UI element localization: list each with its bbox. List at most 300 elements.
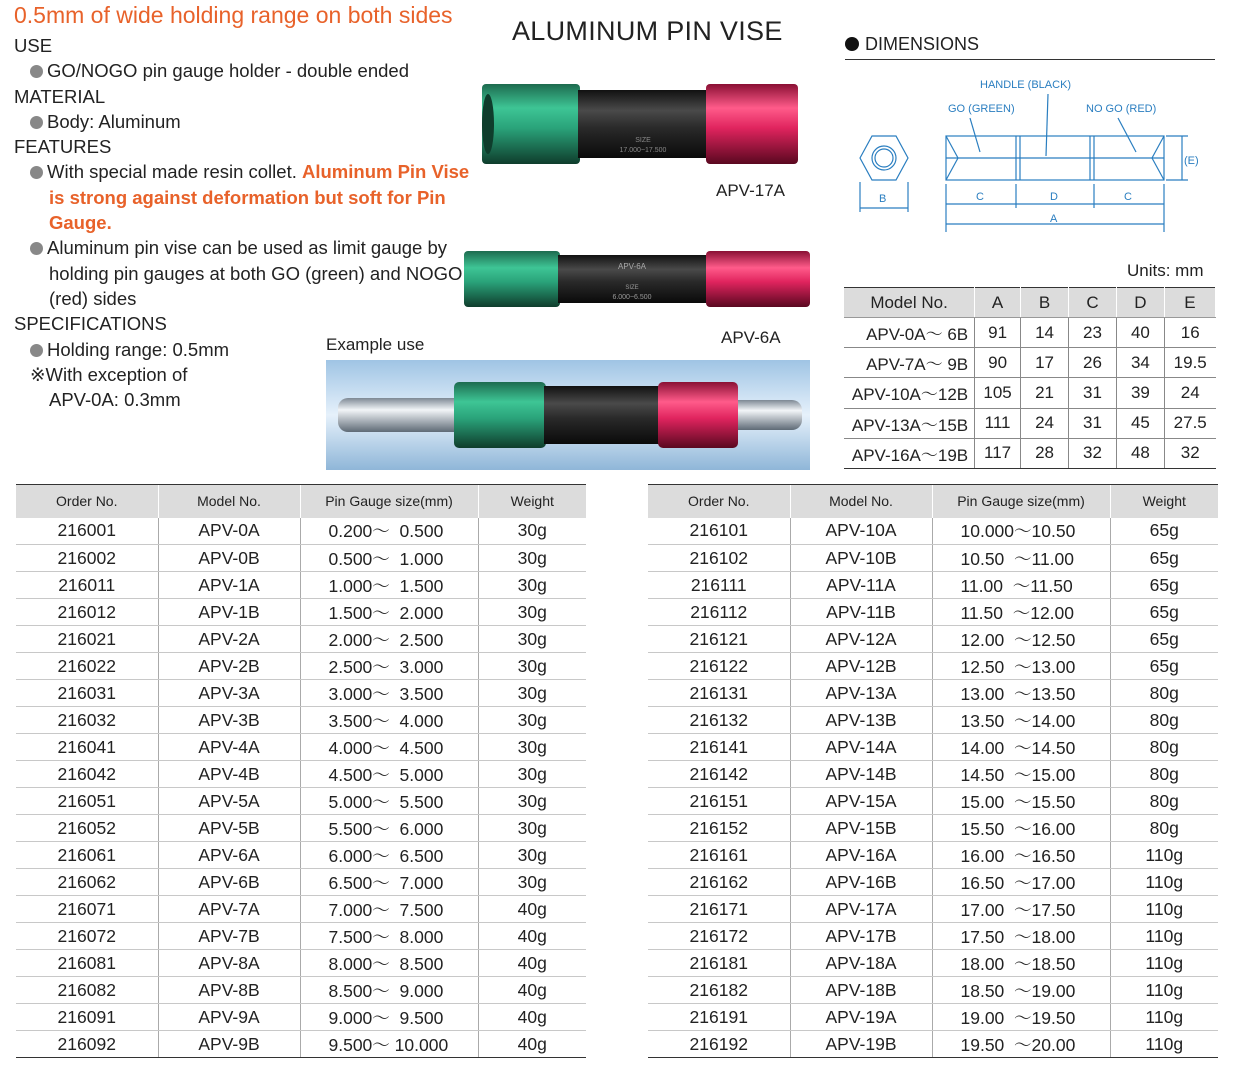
model-no-cell: APV-17A xyxy=(790,896,932,923)
units-label: Units: mm xyxy=(1127,261,1204,280)
dim-header-cell: A xyxy=(975,288,1021,318)
model-no-cell: APV-12B xyxy=(790,653,932,680)
order-no-cell: 216002 xyxy=(16,545,158,572)
table-row xyxy=(648,545,1218,572)
dim-cell: 24 xyxy=(1021,408,1069,438)
pin-size-cell: 7.000～ 7.500 xyxy=(300,896,478,923)
pin-size-cell: 5.000～ 5.500 xyxy=(300,788,478,815)
model-no-cell: APV-11A xyxy=(790,572,932,599)
weight-cell: 30g xyxy=(478,842,586,869)
dim-cell: APV-0A～ 6B xyxy=(844,318,975,348)
order-no-cell: 216022 xyxy=(16,653,158,680)
model-no-cell: APV-11B xyxy=(790,599,932,626)
order-table-body xyxy=(16,518,586,1058)
order-header-row xyxy=(16,485,586,518)
dim-header-cell: E xyxy=(1164,288,1215,318)
model-no-cell: APV-8A xyxy=(158,950,300,977)
weight-cell: 30g xyxy=(478,680,586,707)
bullet-icon xyxy=(30,344,43,357)
model-no-cell: APV-18B xyxy=(790,977,932,1004)
feature-1-highlight: Aluminum Pin Vise is strong against deformation but soft for Pin Gauge. xyxy=(49,161,470,234)
use-item xyxy=(30,58,474,83)
pin-size-cell: 6.000～ 6.500 xyxy=(300,842,478,869)
weight-cell: 110g xyxy=(1110,842,1218,869)
table-row xyxy=(16,896,586,923)
order-no-cell: 216082 xyxy=(16,977,158,1004)
table-row xyxy=(648,518,1218,545)
dimensions-diagram xyxy=(848,72,1220,232)
dim-cell: 23 xyxy=(1069,318,1117,348)
weight-cell: 40g xyxy=(478,950,586,977)
dim-cell: 16 xyxy=(1164,318,1215,348)
model-no-cell: APV-6B xyxy=(158,869,300,896)
order-no-cell: 216161 xyxy=(648,842,790,869)
order-header-cell: Order No. xyxy=(648,485,790,518)
pin-size-cell: 13.00 ～13.50 xyxy=(932,680,1110,707)
weight-cell: 40g xyxy=(478,896,586,923)
dim-cell: 40 xyxy=(1116,318,1164,348)
order-no-cell: 216141 xyxy=(648,734,790,761)
order-no-cell: 216181 xyxy=(648,950,790,977)
dim-cell: 117 xyxy=(975,438,1021,468)
dim-header-cell: Model No. xyxy=(844,288,975,318)
label-handle: HANDLE (BLACK) xyxy=(980,79,1072,91)
pin-size-cell: 2.000～ 2.500 xyxy=(300,626,478,653)
model-no-cell: APV-0A xyxy=(158,518,300,545)
dim-cell: 19.5 xyxy=(1164,348,1215,378)
table-row xyxy=(16,599,586,626)
pin-size-cell: 8.000～ 8.500 xyxy=(300,950,478,977)
weight-cell: 110g xyxy=(1110,869,1218,896)
weight-cell: 65g xyxy=(1110,599,1218,626)
weight-cell: 110g xyxy=(1110,977,1218,1004)
label-c-right: C xyxy=(1124,191,1132,203)
dim-cell: 31 xyxy=(1069,408,1117,438)
order-table-left xyxy=(16,484,586,1058)
label-b: B xyxy=(879,193,887,205)
model-no-cell: APV-6A xyxy=(158,842,300,869)
order-no-cell: 216191 xyxy=(648,1004,790,1031)
bullet-icon xyxy=(30,242,43,255)
model-no-cell: APV-13B xyxy=(790,707,932,734)
weight-cell: 80g xyxy=(1110,707,1218,734)
feature-1-text: With special made resin collet. xyxy=(47,161,302,183)
dim-cell: 31 xyxy=(1069,378,1117,408)
apv-17a-label: APV-17A xyxy=(716,181,785,200)
example-use-photo xyxy=(326,360,810,470)
weight-cell: 40g xyxy=(478,923,586,950)
order-no-cell: 216081 xyxy=(16,950,158,977)
order-no-cell: 216151 xyxy=(648,788,790,815)
model-no-cell: APV-5A xyxy=(158,788,300,815)
spec-note-line-2: APV-0A: 0.3mm xyxy=(49,389,181,411)
order-no-cell: 216101 xyxy=(648,518,790,545)
pin-size-cell: 8.500～ 9.000 xyxy=(300,977,478,1004)
order-header-cell: Weight xyxy=(478,485,586,518)
dim-row xyxy=(844,378,1216,408)
pin-size-cell: 17.50 ～18.00 xyxy=(932,923,1110,950)
table-row xyxy=(16,815,586,842)
weight-cell: 80g xyxy=(1110,680,1218,707)
dim-cell: APV-10A～12B xyxy=(844,378,975,408)
model-no-cell: APV-1B xyxy=(158,599,300,626)
order-no-cell: 216062 xyxy=(16,869,158,896)
model-no-cell: APV-0B xyxy=(158,545,300,572)
model-no-cell: APV-9B xyxy=(158,1031,300,1058)
table-row xyxy=(648,707,1218,734)
dim-row xyxy=(844,348,1216,378)
pin-size-cell: 11.00 ～11.50 xyxy=(932,572,1110,599)
weight-cell: 80g xyxy=(1110,734,1218,761)
dim-cell: 14 xyxy=(1021,318,1069,348)
weight-cell: 30g xyxy=(478,869,586,896)
order-table-body xyxy=(648,518,1218,1058)
dim-cell: 39 xyxy=(1116,378,1164,408)
model-no-cell: APV-19A xyxy=(790,1004,932,1031)
dim-cell: 32 xyxy=(1069,438,1117,468)
dim-cell: 24 xyxy=(1164,378,1215,408)
material-item xyxy=(30,109,474,134)
dim-header-cell: C xyxy=(1069,288,1117,318)
model-no-cell: APV-12A xyxy=(790,626,932,653)
dim-row xyxy=(844,408,1216,438)
table-row xyxy=(16,761,586,788)
pin-size-cell: 13.50 ～14.00 xyxy=(932,707,1110,734)
dim-cell: 27.5 xyxy=(1164,408,1215,438)
label-e: (E) xyxy=(1184,155,1199,167)
weight-cell: 30g xyxy=(478,734,586,761)
order-no-cell: 216131 xyxy=(648,680,790,707)
weight-cell: 110g xyxy=(1110,1031,1218,1058)
table-row xyxy=(16,680,586,707)
table-row xyxy=(16,950,586,977)
dim-cell: 90 xyxy=(975,348,1021,378)
model-no-cell: APV-8B xyxy=(158,977,300,1004)
model-no-cell: APV-16B xyxy=(790,869,932,896)
order-header-cell: Pin Gauge size(mm) xyxy=(300,485,478,518)
order-no-cell: 216182 xyxy=(648,977,790,1004)
order-no-cell: 216111 xyxy=(648,572,790,599)
pin-size-cell: 14.50 ～15.00 xyxy=(932,761,1110,788)
order-no-cell: 216192 xyxy=(648,1031,790,1058)
model-no-cell: APV-2A xyxy=(158,626,300,653)
weight-cell: 65g xyxy=(1110,518,1218,545)
pin-size-cell: 1.500～ 2.000 xyxy=(300,599,478,626)
order-table-right xyxy=(648,484,1218,1058)
order-no-cell: 216041 xyxy=(16,734,158,761)
order-no-cell: 216042 xyxy=(16,761,158,788)
engrave-range: 6.000~6.500 xyxy=(612,294,652,301)
dim-cell: 34 xyxy=(1116,348,1164,378)
pin-size-cell: 2.500～ 3.000 xyxy=(300,653,478,680)
pin-size-cell: 3.500～ 4.000 xyxy=(300,707,478,734)
table-row xyxy=(16,734,586,761)
dim-row xyxy=(844,438,1216,468)
weight-cell: 65g xyxy=(1110,545,1218,572)
weight-cell: 80g xyxy=(1110,815,1218,842)
order-no-cell: 216152 xyxy=(648,815,790,842)
order-no-cell: 216051 xyxy=(16,788,158,815)
spec-section xyxy=(14,33,474,412)
dim-cell: 17 xyxy=(1021,348,1069,378)
weight-cell: 65g xyxy=(1110,626,1218,653)
order-no-cell: 216121 xyxy=(648,626,790,653)
weight-cell: 30g xyxy=(478,545,586,572)
bullet-icon xyxy=(30,166,43,179)
pin-size-cell: 12.50 ～13.00 xyxy=(932,653,1110,680)
order-header-row xyxy=(648,485,1218,518)
pin-size-cell: 3.000～ 3.500 xyxy=(300,680,478,707)
spec-note-line-1: ※With exception of xyxy=(30,363,188,385)
order-no-cell: 216172 xyxy=(648,923,790,950)
weight-cell: 40g xyxy=(478,1031,586,1058)
pin-size-cell: 15.00 ～15.50 xyxy=(932,788,1110,815)
order-no-cell: 216102 xyxy=(648,545,790,572)
page-title: ALUMINUM PIN VISE xyxy=(512,16,783,46)
model-no-cell: APV-16A xyxy=(790,842,932,869)
pin-size-cell: 11.50 ～12.00 xyxy=(932,599,1110,626)
headline: 0.5mm of wide holding range on both sides xyxy=(14,2,453,28)
order-no-cell: 216112 xyxy=(648,599,790,626)
dim-cell: APV-7A～ 9B xyxy=(844,348,975,378)
order-no-cell: 216011 xyxy=(16,572,158,599)
pin-size-cell: 10.000～10.50 xyxy=(932,518,1110,545)
pin-size-cell: 9.500～ 10.000 xyxy=(300,1031,478,1058)
order-no-cell: 216162 xyxy=(648,869,790,896)
pin-size-cell: 17.00 ～17.50 xyxy=(932,896,1110,923)
pin-size-cell: 0.500～ 1.000 xyxy=(300,545,478,572)
table-row xyxy=(16,1004,586,1031)
pin-size-cell: 19.00 ～19.50 xyxy=(932,1004,1110,1031)
order-header-cell: Pin Gauge size(mm) xyxy=(932,485,1110,518)
table-row xyxy=(16,923,586,950)
dim-cell: 45 xyxy=(1116,408,1164,438)
dimensions-title-text: DIMENSIONS xyxy=(865,34,980,54)
order-no-cell: 216032 xyxy=(16,707,158,734)
pin-size-cell: 18.00 ～18.50 xyxy=(932,950,1110,977)
table-row xyxy=(648,977,1218,1004)
order-header-cell: Model No. xyxy=(790,485,932,518)
table-row xyxy=(648,788,1218,815)
product-photo-apv-6a xyxy=(462,245,814,313)
order-no-cell: 216061 xyxy=(16,842,158,869)
dim-cell: 32 xyxy=(1164,438,1215,468)
weight-cell: 110g xyxy=(1110,950,1218,977)
pin-size-cell: 19.50 ～20.00 xyxy=(932,1031,1110,1058)
weight-cell: 30g xyxy=(478,761,586,788)
table-row xyxy=(16,842,586,869)
pin-size-cell: 16.50 ～17.00 xyxy=(932,869,1110,896)
order-no-cell: 216142 xyxy=(648,761,790,788)
table-row xyxy=(648,761,1218,788)
model-no-cell: APV-4A xyxy=(158,734,300,761)
order-header-cell: Model No. xyxy=(158,485,300,518)
order-header-cell: Weight xyxy=(1110,485,1218,518)
spec-item-text: Holding range: 0.5mm xyxy=(47,338,230,360)
feature-2-text: Aluminum pin vise can be used as limit gauge by holding pin gauges at both GO (green) and NOGO (red) sides xyxy=(47,237,463,309)
engrave-size: SIZE xyxy=(635,137,651,144)
dim-cell: 111 xyxy=(975,408,1021,438)
weight-cell: 110g xyxy=(1110,923,1218,950)
table-row xyxy=(648,653,1218,680)
model-no-cell: APV-2B xyxy=(158,653,300,680)
dimensions-header-row xyxy=(844,288,1216,318)
dimensions-title xyxy=(845,34,979,55)
table-row xyxy=(16,572,586,599)
model-no-cell: APV-3A xyxy=(158,680,300,707)
order-no-cell: 216052 xyxy=(16,815,158,842)
table-row xyxy=(16,977,586,1004)
pin-size-cell: 16.00 ～16.50 xyxy=(932,842,1110,869)
bullet-icon xyxy=(845,37,859,51)
table-row xyxy=(648,950,1218,977)
model-no-cell: APV-18A xyxy=(790,950,932,977)
weight-cell: 65g xyxy=(1110,572,1218,599)
dimensions-table xyxy=(844,287,1216,469)
table-row xyxy=(648,896,1218,923)
use-item-text: GO/NOGO pin gauge holder - double ended xyxy=(47,60,410,82)
use-heading: USE xyxy=(14,35,53,56)
engrave-size: SIZE xyxy=(625,285,639,291)
pin-size-cell: 10.50 ～11.00 xyxy=(932,545,1110,572)
bullet-icon xyxy=(30,65,43,78)
table-row xyxy=(648,626,1218,653)
dim-header-cell: B xyxy=(1021,288,1069,318)
table-row xyxy=(16,653,586,680)
dim-cell: 105 xyxy=(975,378,1021,408)
table-row xyxy=(648,815,1218,842)
feature-item-1 xyxy=(30,159,474,235)
model-no-cell: APV-3B xyxy=(158,707,300,734)
weight-cell: 110g xyxy=(1110,1004,1218,1031)
specifications-heading: SPECIFICATIONS xyxy=(14,313,167,335)
model-no-cell: APV-7A xyxy=(158,896,300,923)
table-row xyxy=(648,869,1218,896)
pin-size-cell: 6.500～ 7.000 xyxy=(300,869,478,896)
order-no-cell: 216132 xyxy=(648,707,790,734)
model-no-cell: APV-5B xyxy=(158,815,300,842)
weight-cell: 65g xyxy=(1110,653,1218,680)
model-no-cell: APV-15B xyxy=(790,815,932,842)
pin-size-cell: 4.000～ 4.500 xyxy=(300,734,478,761)
label-c-left: C xyxy=(976,191,984,203)
apv-6a-label: APV-6A xyxy=(721,328,781,347)
model-no-cell: APV-14A xyxy=(790,734,932,761)
table-row xyxy=(16,788,586,815)
order-no-cell: 216091 xyxy=(16,1004,158,1031)
label-go: GO (GREEN) xyxy=(948,103,1015,115)
pin-size-cell: 0.200～ 0.500 xyxy=(300,518,478,545)
pin-size-cell: 9.000～ 9.500 xyxy=(300,1004,478,1031)
model-no-cell: APV-13A xyxy=(790,680,932,707)
weight-cell: 30g xyxy=(478,518,586,545)
pin-size-cell: 7.500～ 8.000 xyxy=(300,923,478,950)
engrave-model: APV-6A xyxy=(617,262,647,271)
model-no-cell: APV-10A xyxy=(790,518,932,545)
table-row xyxy=(16,626,586,653)
dim-cell: APV-13A～15B xyxy=(844,408,975,438)
feature-item-2 xyxy=(30,235,474,311)
order-no-cell: 216012 xyxy=(16,599,158,626)
order-no-cell: 216122 xyxy=(648,653,790,680)
table-row xyxy=(648,1031,1218,1058)
table-row xyxy=(648,1004,1218,1031)
model-no-cell: APV-14B xyxy=(790,761,932,788)
order-no-cell: 216001 xyxy=(16,518,158,545)
order-no-cell: 216031 xyxy=(16,680,158,707)
features-heading: FEATURES xyxy=(14,136,112,158)
engrave-range: 17.000~17.500 xyxy=(619,147,667,154)
table-row xyxy=(16,545,586,572)
model-no-cell: APV-9A xyxy=(158,1004,300,1031)
label-nogo: NO GO (RED) xyxy=(1086,103,1157,115)
table-row xyxy=(648,734,1218,761)
dim-cell: 48 xyxy=(1116,438,1164,468)
dim-cell: 28 xyxy=(1021,438,1069,468)
dim-header-cell: D xyxy=(1116,288,1164,318)
order-no-cell: 216171 xyxy=(648,896,790,923)
dim-row xyxy=(844,318,1216,348)
table-row xyxy=(648,923,1218,950)
pin-size-cell: 12.00 ～12.50 xyxy=(932,626,1110,653)
order-no-cell: 216092 xyxy=(16,1031,158,1058)
material-heading: MATERIAL xyxy=(14,85,106,107)
weight-cell: 30g xyxy=(478,788,586,815)
weight-cell: 30g xyxy=(478,599,586,626)
order-header-cell: Order No. xyxy=(16,485,158,518)
model-no-cell: APV-19B xyxy=(790,1031,932,1058)
dim-cell: 91 xyxy=(975,318,1021,348)
order-no-cell: 216021 xyxy=(16,626,158,653)
model-no-cell: APV-1A xyxy=(158,572,300,599)
table-row xyxy=(16,518,586,545)
weight-cell: 30g xyxy=(478,707,586,734)
dim-cell: 21 xyxy=(1021,378,1069,408)
weight-cell: 40g xyxy=(478,977,586,1004)
model-no-cell: APV-17B xyxy=(790,923,932,950)
product-photo-apv-17a xyxy=(478,80,808,170)
weight-cell: 30g xyxy=(478,572,586,599)
model-no-cell: APV-15A xyxy=(790,788,932,815)
pin-size-cell: 18.50 ～19.00 xyxy=(932,977,1110,1004)
table-row xyxy=(648,572,1218,599)
pin-size-cell: 4.500～ 5.000 xyxy=(300,761,478,788)
pin-size-cell: 1.000～ 1.500 xyxy=(300,572,478,599)
order-no-cell: 216071 xyxy=(16,896,158,923)
pin-size-cell: 15.50 ～16.00 xyxy=(932,815,1110,842)
table-row xyxy=(648,599,1218,626)
model-no-cell: APV-4B xyxy=(158,761,300,788)
model-no-cell: APV-7B xyxy=(158,923,300,950)
weight-cell: 30g xyxy=(478,653,586,680)
pin-size-cell: 5.500～ 6.000 xyxy=(300,815,478,842)
dim-cell: APV-16A～19B xyxy=(844,438,975,468)
weight-cell: 110g xyxy=(1110,896,1218,923)
table-row xyxy=(16,1031,586,1058)
label-a: A xyxy=(1050,213,1058,225)
table-row xyxy=(16,869,586,896)
table-row xyxy=(648,680,1218,707)
dim-cell: 26 xyxy=(1069,348,1117,378)
weight-cell: 30g xyxy=(478,815,586,842)
weight-cell: 80g xyxy=(1110,761,1218,788)
label-d: D xyxy=(1050,191,1058,203)
model-no-cell: APV-10B xyxy=(790,545,932,572)
bullet-icon xyxy=(30,116,43,129)
table-row xyxy=(16,707,586,734)
table-row xyxy=(648,842,1218,869)
weight-cell: 80g xyxy=(1110,788,1218,815)
